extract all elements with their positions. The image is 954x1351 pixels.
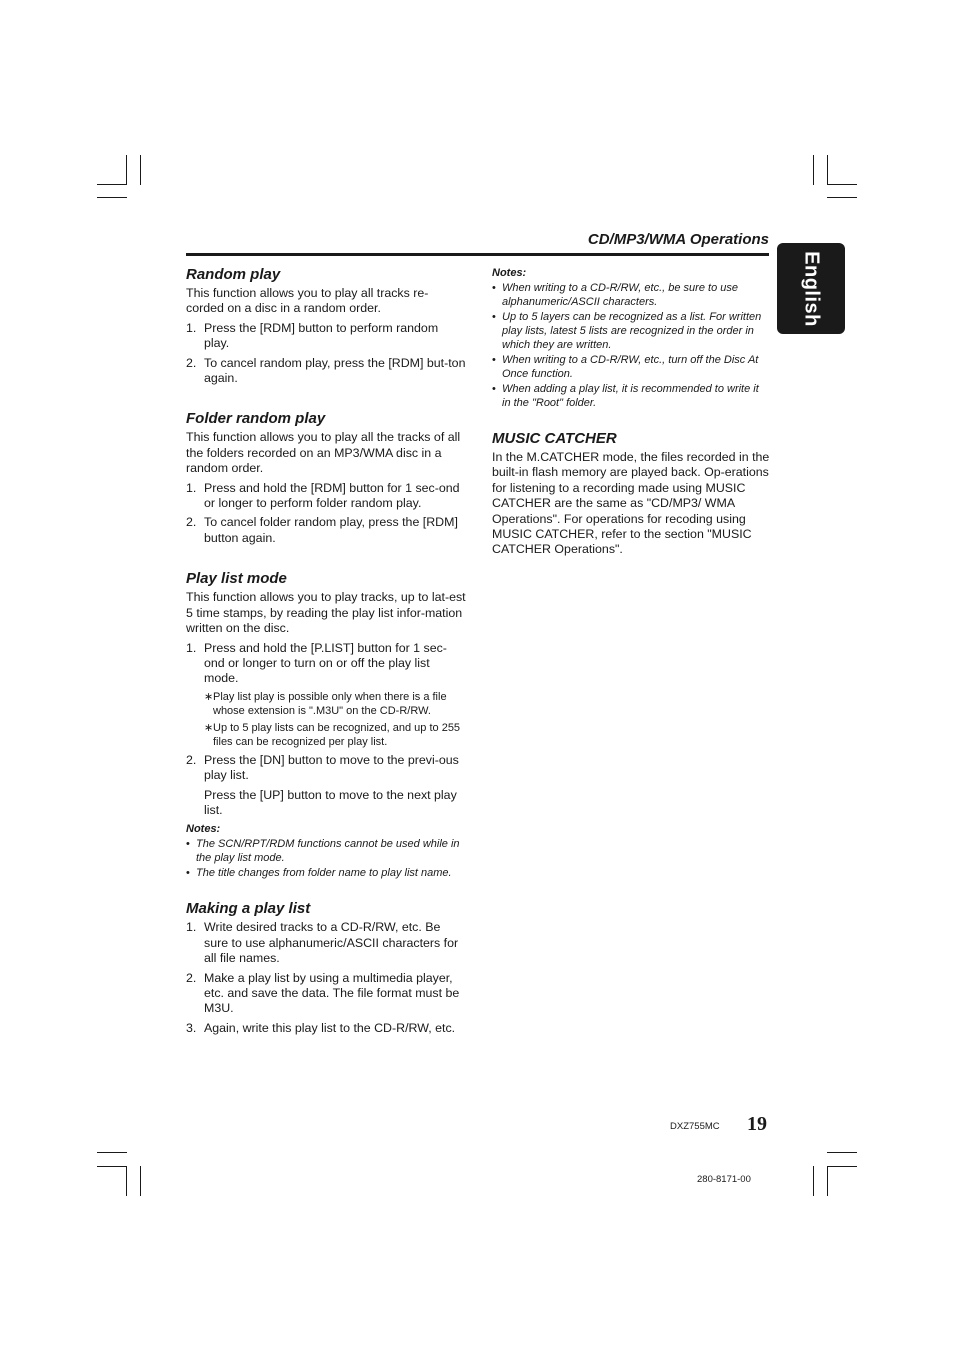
asterisk-marker: ∗ (204, 721, 214, 734)
step-number: 1. (186, 320, 197, 335)
note-text: Up to 5 layers can be recognized as a list. For written play lists, latest 5 lists are recognized in the order in which they are written. (502, 311, 762, 351)
step-item (186, 641, 466, 749)
note-text: When writing to a CD-R/RW, etc., be sure to use alphanumeric/ASCII characters. (502, 282, 738, 308)
section-heading: Making a play list (186, 900, 311, 918)
section-intro: This function allows you to play all tracks re-corded on a disc in a random order. (186, 286, 429, 316)
step-item (186, 481, 466, 512)
bullet-marker: • (492, 282, 496, 294)
step-number: 1. (186, 480, 197, 495)
step-text: Make a play list by using a multimedia player, etc. and save the data. The file format must be M3U. (204, 970, 460, 1016)
step-item (186, 321, 466, 352)
crop-mark (140, 155, 141, 185)
step-text: Press the [DN] button to move to the previ-ous play list. (204, 752, 459, 783)
model-number: DXZ755MC (670, 1121, 720, 1132)
crop-mark (827, 1166, 828, 1196)
step-text: To cancel random play, press the [RDM] but-ton again. (204, 355, 466, 386)
page-number: 19 (747, 1113, 767, 1135)
crop-mark (126, 1166, 127, 1196)
language-tab-label: English (800, 250, 823, 327)
step-text: Again, write this play list to the CD-R/RW, etc. (204, 1020, 456, 1035)
note-item (492, 382, 770, 410)
language-tab (777, 243, 845, 334)
crop-mark (827, 155, 828, 185)
crop-mark (827, 1152, 857, 1153)
step-text-continued: Press the [UP] button to move to the next play list. (204, 787, 457, 817)
step-number: 1. (186, 640, 197, 655)
step-item (186, 753, 466, 819)
step-list (186, 481, 466, 547)
bullet-marker: • (186, 867, 190, 880)
note-text: The title changes from folder name to play list name. (196, 867, 452, 880)
making-play-list-section (186, 900, 466, 1036)
step-number: 2. (186, 355, 197, 370)
crop-mark (97, 197, 127, 198)
sub-note (204, 721, 466, 749)
step-number: 2. (186, 752, 197, 767)
sub-note-text: Up to 5 play lists can be recognized, and up to 255 files can be recognized per play list. (213, 721, 461, 748)
step-text: To cancel folder random play, press the [RDM] button again. (204, 515, 458, 545)
section-intro: This function allows you to play tracks, up to lat-est 5 time stamps, by reading the play list infor-mation written on the disc. (186, 590, 466, 636)
crop-mark (140, 1166, 141, 1196)
bullet-marker: • (492, 311, 496, 323)
section-heading: Random play (186, 266, 281, 283)
note-text: When writing to a CD-R/RW, etc., turn off the Disc At Once function. (502, 354, 759, 380)
crop-mark (126, 155, 127, 185)
notes-heading: Notes: (186, 823, 221, 836)
bullet-marker: • (186, 838, 190, 851)
step-item (186, 920, 466, 966)
header-rule (186, 253, 769, 256)
crop-mark (813, 155, 814, 185)
note-text: The SCN/RPT/RDM functions cannot be used while in the play list mode. (196, 838, 460, 865)
section-heading: Folder random play (186, 410, 326, 428)
step-item (186, 515, 466, 546)
step-number: 2. (186, 515, 197, 530)
notes-heading: Notes: (492, 267, 527, 279)
crop-mark (827, 184, 857, 185)
step-item (186, 356, 466, 387)
crop-mark (97, 1166, 127, 1167)
right-column (492, 266, 770, 558)
page-header-title: CD/MP3/WMA Operations (587, 231, 769, 248)
step-list (186, 321, 466, 387)
document-code: 280-8171-00 (697, 1174, 751, 1185)
step-number: 3. (186, 1020, 197, 1035)
step-list (186, 641, 466, 819)
step-number: 2. (186, 970, 197, 985)
sub-note (204, 690, 466, 718)
note-item (492, 353, 770, 381)
sub-note-text: Play list play is possible only when there is a file whose extension is ".M3U" on the CD-R/RW. (213, 690, 447, 717)
section-body: In the M.CATCHER mode, the files recorded in the built-in flash memory are played back. Op-erations for listening to a recording made using MUSIC CATCHER are the same as "CD/MP3/ WMA Operations". For operations for recoding using MUSIC CATCHER, refer to the section "MUSIC CATCHER Operations". (492, 450, 770, 557)
asterisk-marker: ∗ (204, 690, 214, 703)
step-item (186, 971, 466, 1017)
music-catcher-section (492, 430, 770, 558)
step-text: Write desired tracks to a CD-R/RW, etc. Be sure to use alphanumeric/ASCII characters for all file names. (204, 920, 459, 966)
note-item (492, 281, 770, 309)
random-play-section (186, 266, 466, 386)
crop-mark (813, 1166, 814, 1196)
bullet-marker: • (492, 383, 496, 395)
step-text: Press the [RDM] button to perform random play. (204, 320, 439, 351)
note-text: When adding a play list, it is recommended to write it in the "Root" folder. (502, 383, 759, 409)
section-heading: Play list mode (186, 570, 287, 588)
note-item (492, 310, 770, 352)
note-item (186, 837, 466, 865)
crop-mark (97, 184, 127, 185)
crop-mark (827, 1166, 857, 1167)
folder-random-play-section (186, 410, 466, 546)
note-item (186, 866, 466, 880)
step-text: Press and hold the [RDM] button for 1 sec-ond or longer to perform folder random play. (204, 480, 460, 511)
left-column (186, 266, 466, 1040)
bullet-marker: • (492, 354, 496, 366)
step-item (186, 1021, 466, 1036)
section-heading: MUSIC CATCHER (492, 430, 617, 447)
crop-mark (97, 1152, 127, 1153)
step-text: Press and hold the [P.LIST] button for 1 sec-ond or longer to turn on or off the play list mode. (204, 640, 447, 686)
play-list-mode-section (186, 570, 466, 880)
crop-mark (827, 197, 857, 198)
section-intro: This function allows you to play all the tracks of all the folders recorded on an MP3/WMA disc in a random order. (186, 430, 461, 476)
step-number: 1. (186, 920, 197, 935)
step-list (186, 920, 466, 1036)
